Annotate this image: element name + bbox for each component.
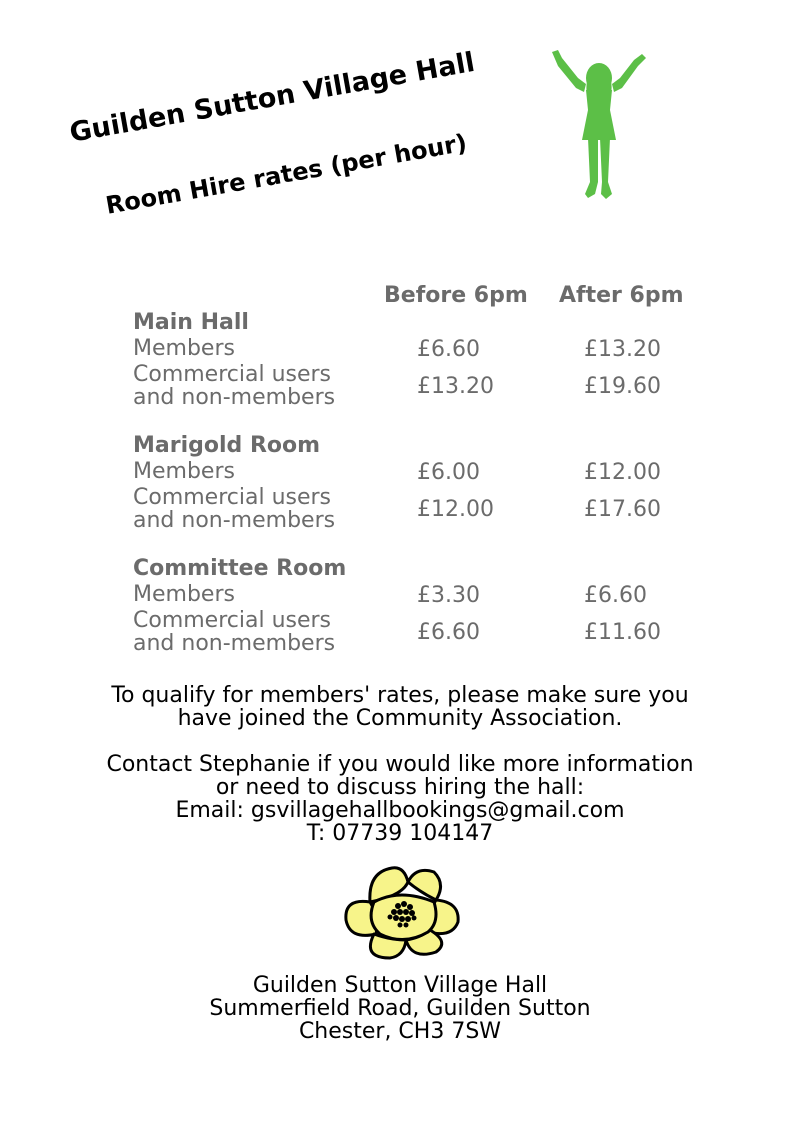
column-header-after: After 6pm — [559, 283, 684, 308]
members-before-price: £6.60 — [417, 337, 480, 362]
address-line: Chester, CH3 7SW — [298, 1019, 502, 1044]
members-after-price: £12.00 — [584, 460, 661, 485]
contact-line: or need to discuss hiring the hall: — [215, 775, 585, 800]
commercial-after-price: £19.60 — [584, 374, 661, 399]
contact-info — [0, 753, 800, 845]
commercial-label-continued: and non-members — [133, 508, 336, 533]
members-label: Members — [133, 459, 235, 484]
commercial-label-continued: and non-members — [133, 631, 336, 656]
commercial-before-price: £12.00 — [417, 497, 494, 522]
column-header-before: Before 6pm — [384, 283, 528, 308]
buttercup-flower-icon — [340, 862, 464, 962]
commercial-after-price: £17.60 — [584, 497, 661, 522]
commercial-before-price: £6.60 — [417, 620, 480, 645]
members-label: Members — [133, 582, 235, 607]
contact-line: Contact Stephanie if you would like more information — [106, 752, 694, 777]
commercial-label-continued: and non-members — [133, 385, 336, 410]
contact-email: Email: gsvillagehallbookings@gmail.com — [175, 798, 625, 823]
notice-line: To qualify for members' rates, please make sure you — [111, 683, 689, 708]
commercial-before-price: £13.20 — [417, 374, 494, 399]
page-subtitle: Room Hire rates (per hour) — [103, 128, 469, 220]
commercial-label: Commercial users — [133, 485, 332, 510]
commercial-label: Commercial users — [133, 362, 332, 387]
notice-line: have joined the Community Association. — [177, 706, 623, 731]
members-before-price: £3.30 — [417, 583, 480, 608]
members-after-price: £6.60 — [584, 583, 647, 608]
commercial-label: Commercial users — [133, 608, 332, 633]
address-line: Guilden Sutton Village Hall — [252, 973, 548, 998]
commercial-after-price: £11.60 — [584, 620, 661, 645]
section-title: Committee Room — [133, 556, 347, 581]
members-before-price: £6.00 — [417, 460, 480, 485]
members-notice — [0, 684, 800, 730]
members-label: Members — [133, 336, 235, 361]
contact-phone: T: 07739 104147 — [306, 821, 494, 846]
child-silhouette-icon — [548, 48, 648, 203]
section-title: Main Hall — [133, 310, 249, 335]
members-after-price: £13.20 — [584, 337, 661, 362]
address-line: Summerfield Road, Guilden Sutton — [209, 996, 591, 1021]
address-block — [0, 974, 800, 1043]
section-title: Marigold Room — [133, 433, 321, 458]
page-title: Guilden Sutton Village Hall — [67, 46, 478, 149]
